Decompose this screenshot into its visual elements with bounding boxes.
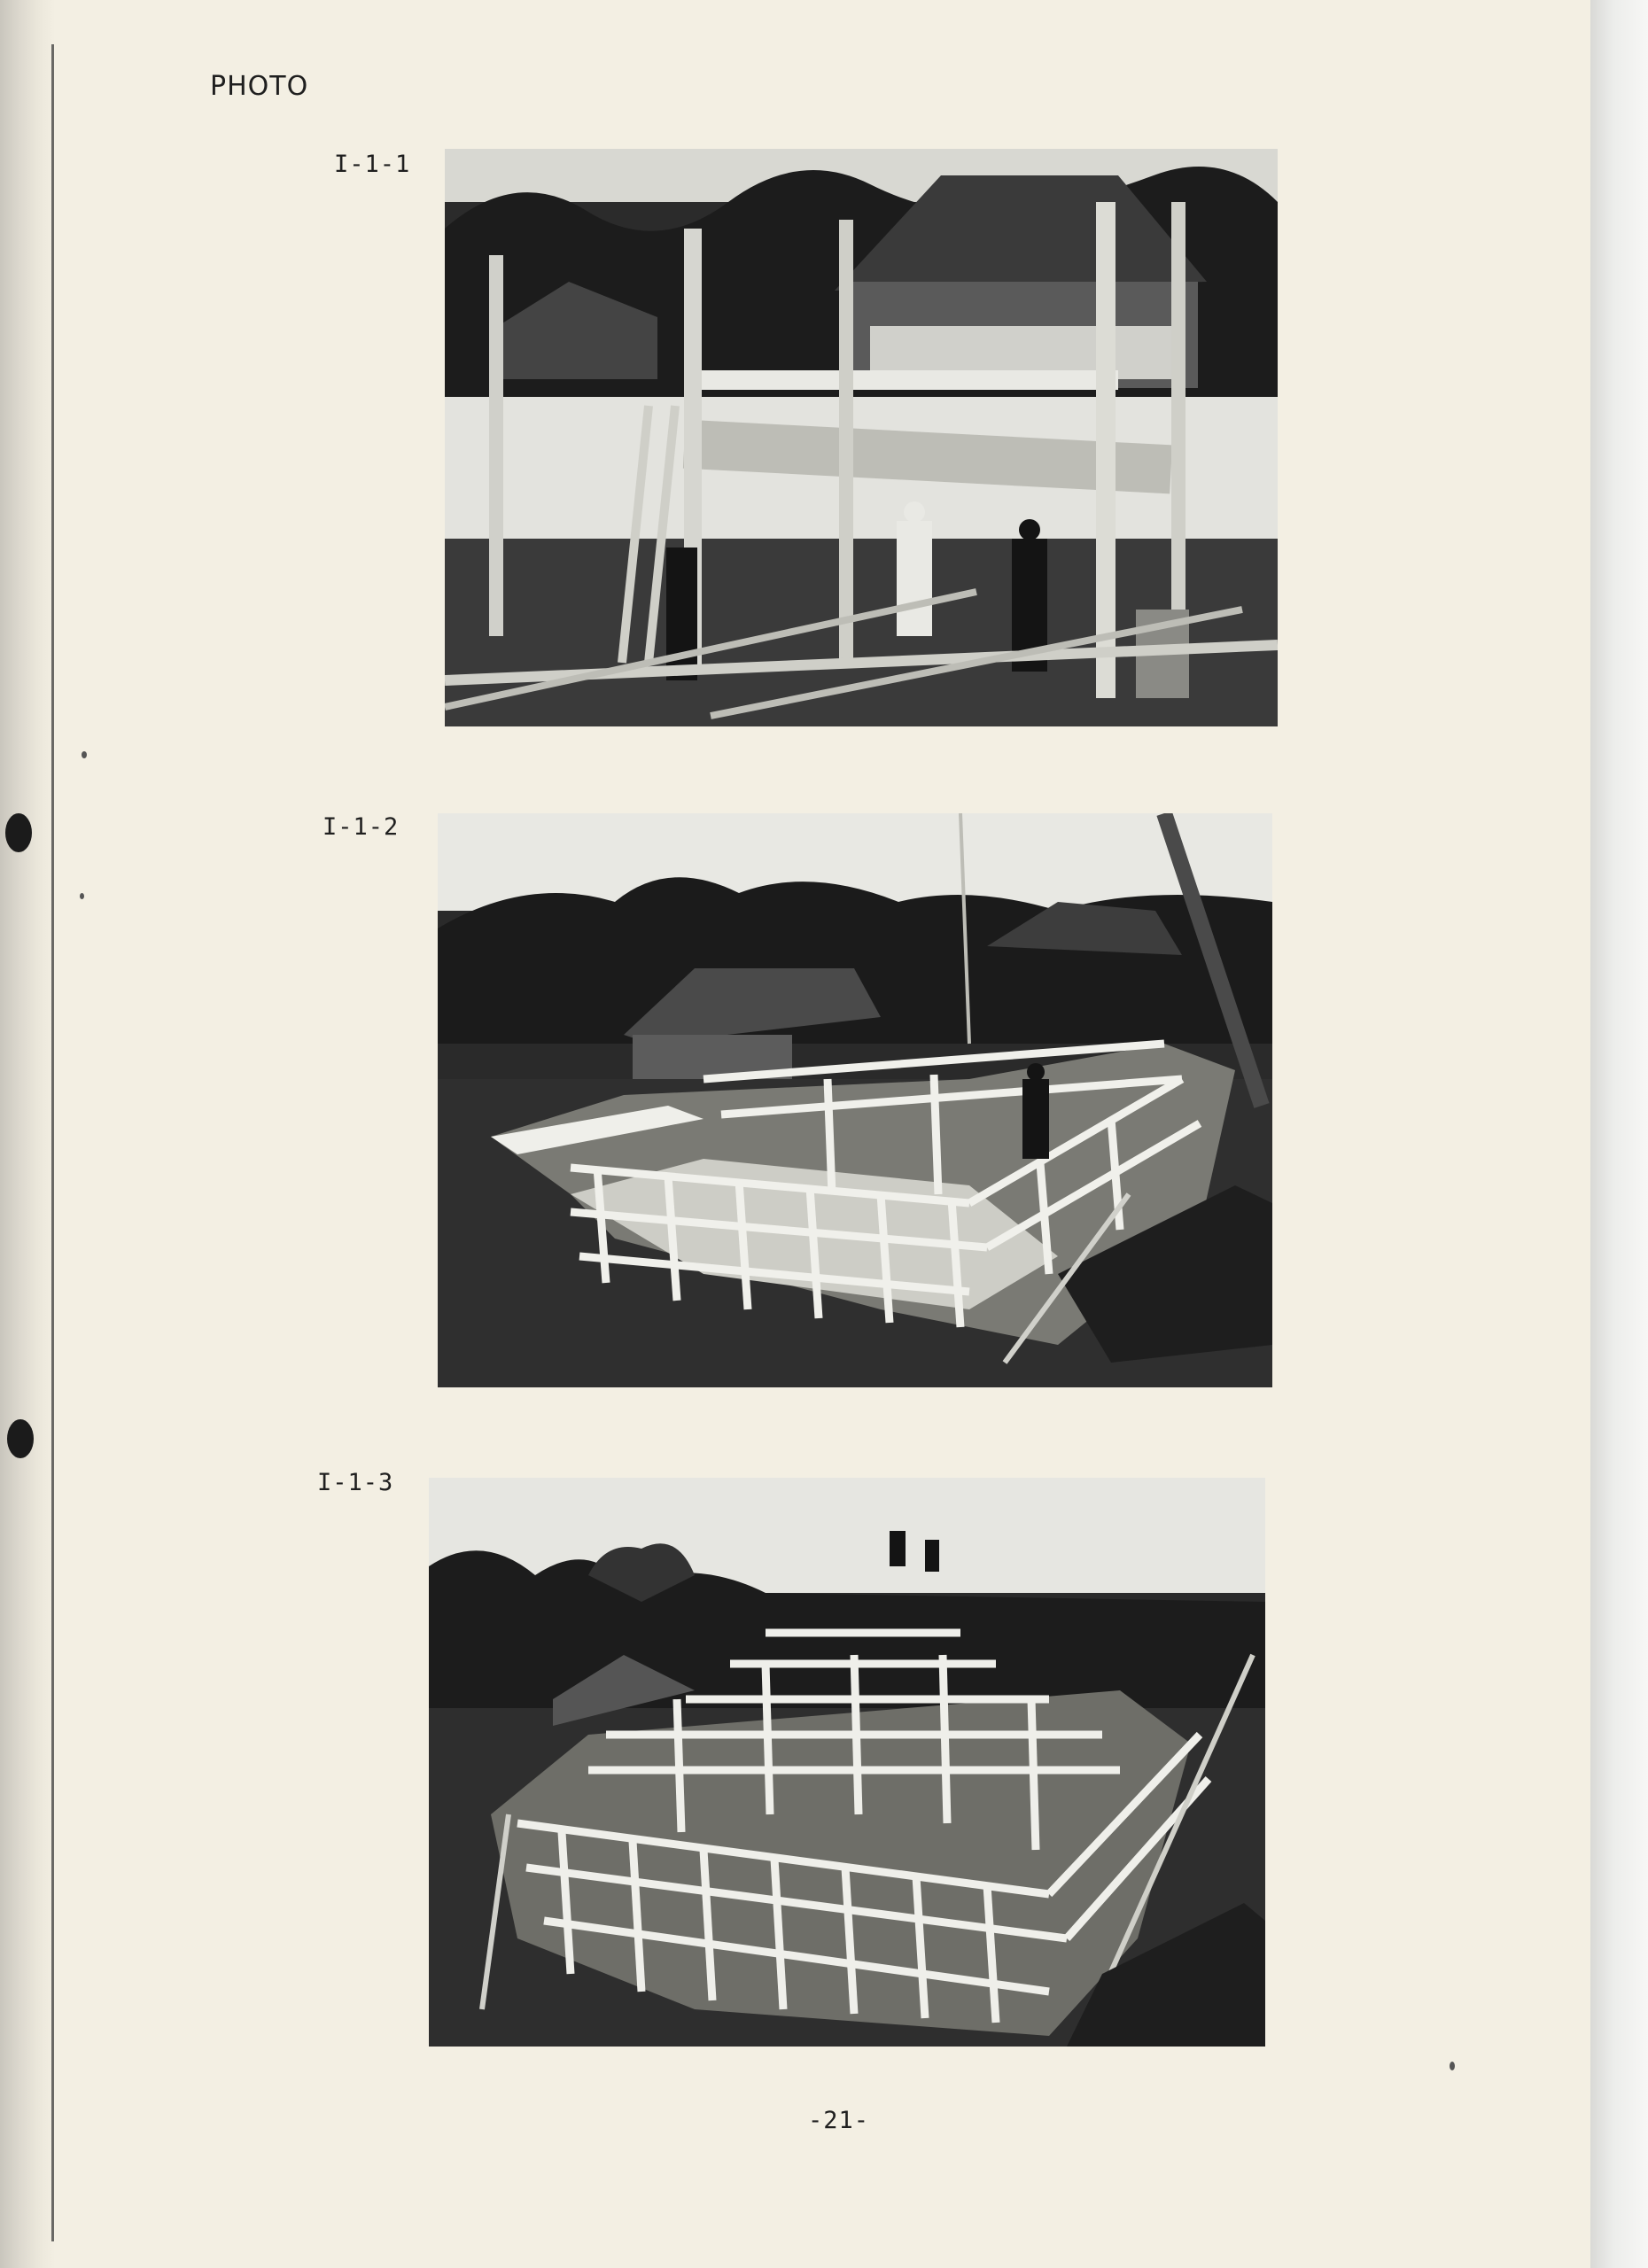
- paper-speck: [82, 751, 87, 758]
- page-number: -21-: [808, 2107, 870, 2134]
- paper-speck: [1450, 2062, 1455, 2070]
- photo-3-image: [429, 1478, 1265, 2047]
- photo-2-image: [438, 813, 1272, 1387]
- photo-1-image: [445, 149, 1278, 726]
- scan-margin: [1590, 0, 1648, 2268]
- photo-2: [438, 813, 1272, 1387]
- punch-hole-lower: [7, 1419, 34, 1458]
- binding-gutter-shadow: [0, 0, 55, 2268]
- punch-hole-upper: [5, 813, 32, 852]
- paper-speck: [80, 893, 84, 899]
- binding-edge-line: [51, 44, 54, 2241]
- photo-3: [429, 1478, 1265, 2047]
- photo-label-3: I-1-3: [317, 1469, 394, 1496]
- photo-1: [445, 149, 1278, 726]
- photo-label-2: I-1-2: [323, 813, 400, 841]
- photo-label-1: I-1-1: [334, 151, 411, 178]
- section-title: PHOTO: [210, 71, 309, 102]
